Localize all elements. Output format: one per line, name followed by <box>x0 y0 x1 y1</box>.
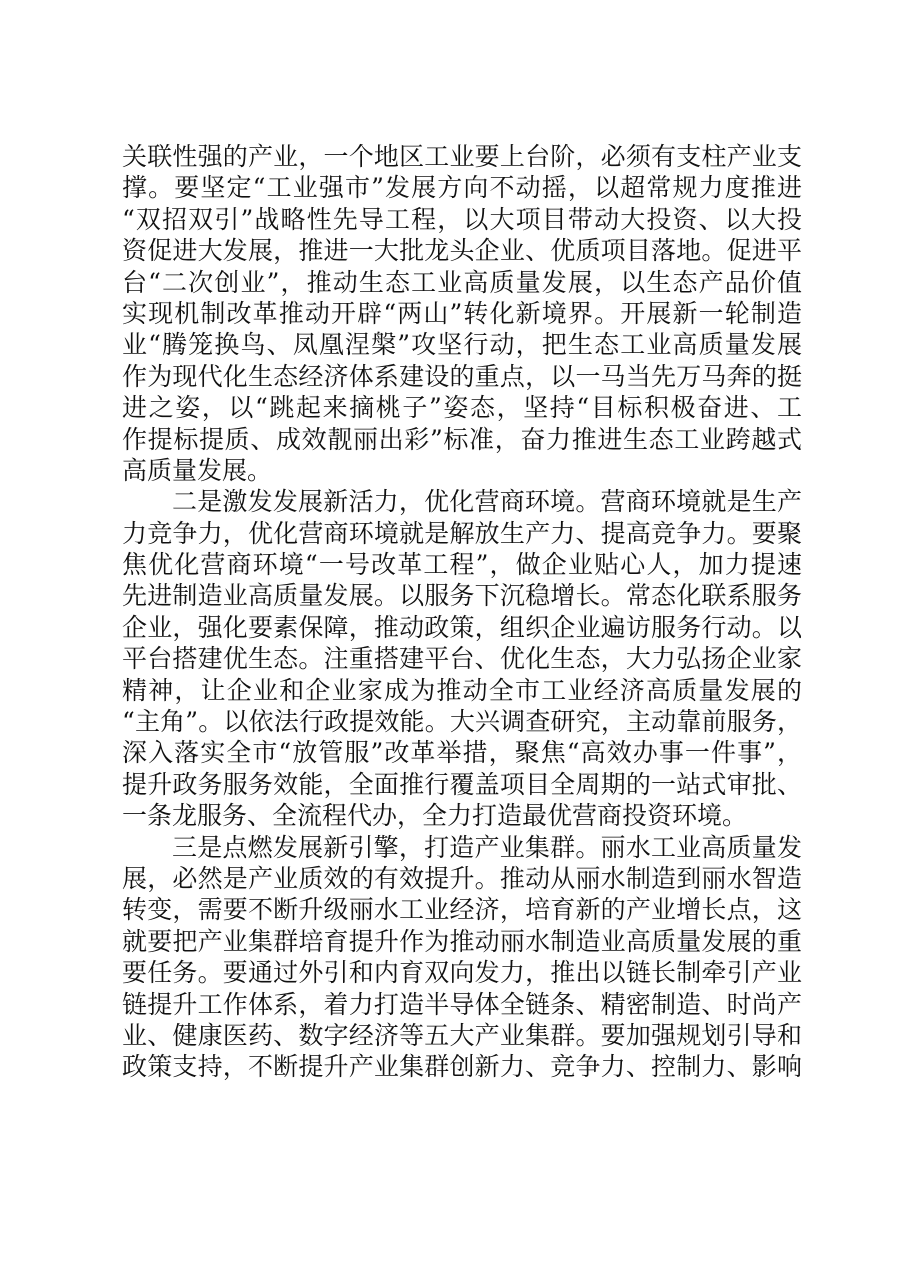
paragraph-1-line: 台“二次创业”，推动生态工业高质量发展，以生态产品价值 <box>122 267 802 297</box>
paragraph-1-line: 进之姿，以“跳起来摘桃子”姿态，坚持“目标积极奋进、工 <box>122 393 802 423</box>
paragraph-1-line: 作提标提质、成效靓丽出彩”标准，奋力推进生态工业跨越式 <box>122 424 802 454</box>
paragraph-2-line: 深入落实全市“放管服”改革举措，聚焦“高效办事一件事”， <box>122 738 802 768</box>
paragraph-3-line: 就要把产业集群培育提升作为推动丽水制造业高质量发展的重 <box>122 926 802 956</box>
paragraph-3-line: 业、健康医药、数字经济等五大产业集群。要加强规划引导和 <box>122 1020 802 1050</box>
paragraph-3-line: 要任务。要通过外引和内育双向发力，推出以链长制牵引产业 <box>122 958 802 988</box>
paragraph-1-line: 作为现代化生态经济体系建设的重点，以一马当先万马奔的挺 <box>122 361 802 391</box>
paragraph-3-line: 转变，需要不断升级丽水工业经济，培育新的产业增长点，这 <box>122 895 802 925</box>
paragraph-1-line: 关联性强的产业，一个地区工业要上台阶，必须有支柱产业支 <box>122 142 802 171</box>
paragraph-2-line: 先进制造业高质量发展。以服务下沉稳增长。常态化联系服务 <box>122 581 802 611</box>
paragraph-1-line: 业“腾笼换鸟、凤凰涅槃”攻坚行动，把生态工业高质量发展 <box>122 330 802 360</box>
paragraph-1-line: 高质量发展。 <box>122 455 273 485</box>
paragraph-2-line: 焦优化营商环境“一号改革工程”，做企业贴心人，加力提速 <box>122 550 802 580</box>
paragraph-1-line: 实现机制改革推动开辟“两山”转化新境界。开展新一轮制造 <box>122 298 802 328</box>
paragraph-2-line: 一条龙服务、全流程代办，全力打造最优营商投资环境。 <box>122 801 748 831</box>
paragraph-2-line: 企业，强化要素保障，推动政策，组织企业遍访服务行动。以 <box>122 612 802 642</box>
paragraph-1-line: 资促进大发展，推进一大批龙头企业、优质项目落地。促进平 <box>122 236 802 266</box>
paragraph-3-line: 展，必然是产业质效的有效提升。推动从丽水制造到丽水智造 <box>122 863 802 893</box>
paragraph-1-line: “双招双引”战略性先导工程，以大项目带动大投资、以大投 <box>122 204 802 234</box>
paragraph-2-line: 力竞争力，优化营商环境就是解放生产力、提高竞争力。要聚 <box>122 518 802 548</box>
paragraph-2-line: “主角”。以依法行政提效能。大兴调查研究，主动靠前服务， <box>122 707 802 737</box>
document-body <box>122 141 802 1083</box>
paragraph-2-line: 提升政务服务效能，全面推行覆盖项目全周期的一站式审批、 <box>122 769 802 799</box>
paragraph-2-first-line: 二是激发发展新活力，优化营商环境。营商环境就是生产 <box>172 487 802 517</box>
paragraph-3-first-line: 三是点燃发展新引擎，打造产业集群。丽水工业高质量发 <box>172 832 802 862</box>
paragraph-1-line: 撑。要坚定“工业强市”发展方向不动摇，以超常规力度推进 <box>122 173 802 203</box>
paragraph-3-line: 政策支持，不断提升产业集群创新力、竞争力、控制力、影响 <box>122 1052 802 1082</box>
paragraph-2-line: 平台搭建优生态。注重搭建平台、优化生态，大力弘扬企业家 <box>122 644 802 674</box>
paragraph-3-line: 链提升工作体系，着力打造半导体全链条、精密制造、时尚产 <box>122 989 802 1019</box>
paragraph-2-line: 精神，让企业和企业家成为推动全市工业经济高质量发展的 <box>122 675 802 705</box>
